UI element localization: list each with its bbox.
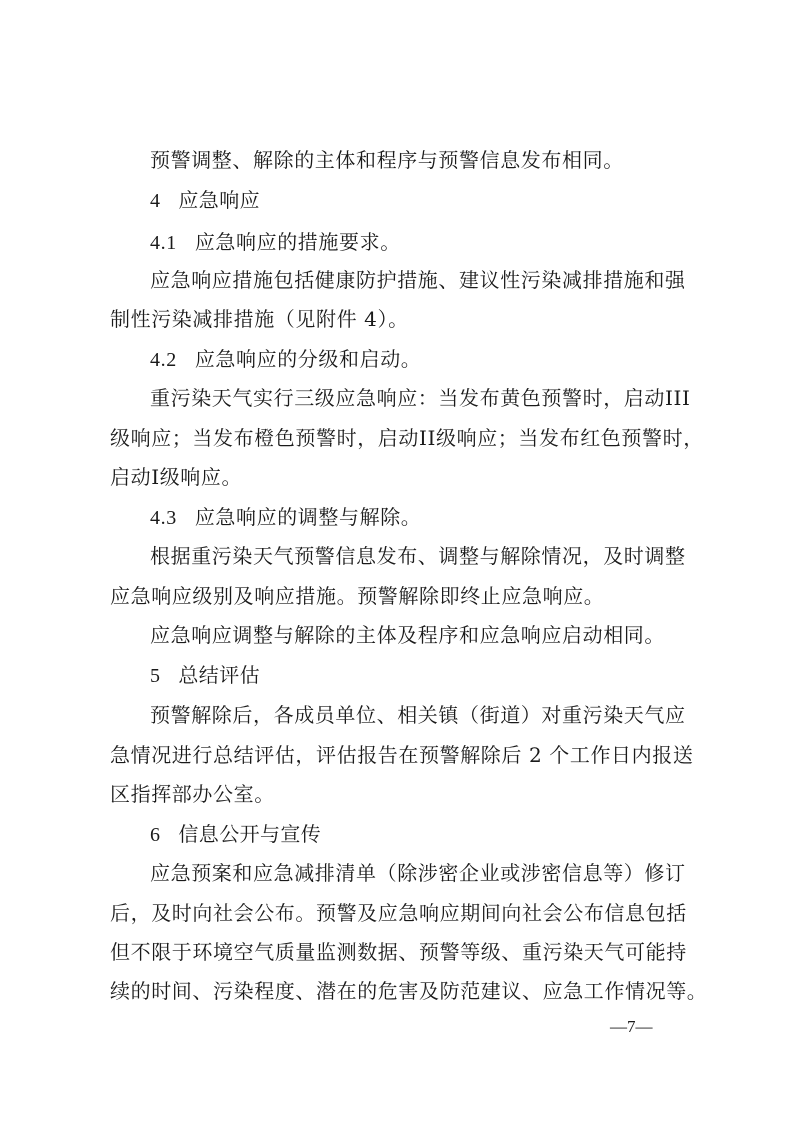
subsection-number: 4.2 xyxy=(150,349,177,371)
paragraph-line: 制性污染减排措施（见附件 4）。 xyxy=(110,307,409,331)
paragraph-line: 预警解除后，各成员单位、相关镇（街道）对重污染天气应 xyxy=(150,703,686,727)
paragraph-line: 但不限于环境空气质量监测数据、预警等级、重污染天气可能持 xyxy=(110,940,687,964)
section-title: 应急响应 xyxy=(178,188,261,212)
section-heading-5 xyxy=(150,661,740,690)
section-title: 信息公开与宣传 xyxy=(178,822,322,846)
paragraph-line: 应急预案和应急减排清单（除涉密企业或涉密信息等）修订 xyxy=(150,861,686,885)
paragraph-line: 根据重污染天气预警信息发布、调整与解除情况，及时调整 xyxy=(150,544,686,568)
paragraph-line: 预警调整、解除的主体和程序与预警信息发布相同。 xyxy=(150,148,624,172)
paragraph-line: 重污染天气实行三级应急响应：当发布黄色预警时，启动III xyxy=(150,386,691,410)
section-heading-4 xyxy=(150,186,740,215)
paragraph-line: 区指挥部办公室。 xyxy=(110,782,275,806)
page-number: —7— xyxy=(610,1017,653,1036)
section-number: 4 xyxy=(150,190,161,212)
subsection-title: 应急响应的分级和启动。 xyxy=(194,347,422,371)
subsection-number: 4.1 xyxy=(150,232,177,254)
paragraph-line: 启动I级响应。 xyxy=(110,465,243,489)
subsection-title: 应急响应的调整与解除。 xyxy=(194,505,422,529)
section-heading-6 xyxy=(150,820,740,849)
paragraph-line: 应急响应级别及响应措施。预警解除即终止应急响应。 xyxy=(110,584,605,608)
section-title: 总结评估 xyxy=(178,663,261,687)
paragraph-line: 急情况进行总结评估，评估报告在预警解除后 2 个工作日内报送 xyxy=(110,743,694,767)
paragraph-line: 应急响应调整与解除的主体及程序和应急响应启动相同。 xyxy=(150,623,665,647)
section-number: 5 xyxy=(150,665,161,687)
paragraph-line: 应急响应措施包括健康防护措施、建议性污染减排措施和强 xyxy=(150,268,686,292)
subsection-title: 应急响应的措施要求。 xyxy=(194,230,401,254)
subsection-heading-4-3 xyxy=(150,503,740,532)
paragraph-line: 续的时间、污染程度、潜在的危害及防范建议、应急工作情况等。 xyxy=(110,979,708,1003)
section-number: 6 xyxy=(150,824,161,846)
subsection-number: 4.3 xyxy=(150,507,177,529)
subsection-heading-4-1 xyxy=(150,228,740,257)
paragraph-line: 级响应；当发布橙色预警时，启动II级响应；当发布红色预警时， xyxy=(110,426,704,450)
subsection-heading-4-2 xyxy=(150,345,740,374)
paragraph-line: 后，及时向社会公布。预警及应急响应期间向社会公布信息包括 xyxy=(110,901,687,925)
